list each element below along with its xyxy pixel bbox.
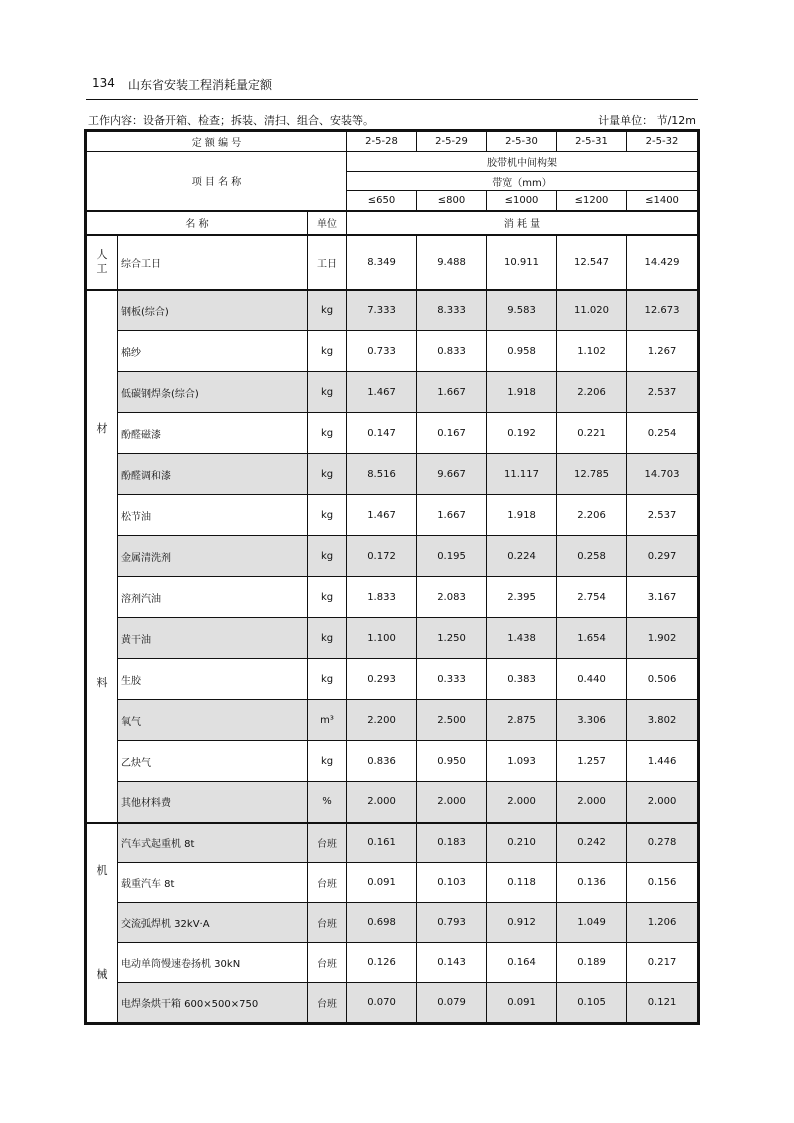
consumption-value: 11.117: [487, 454, 557, 495]
consumption-value: 1.654: [557, 618, 627, 659]
consumption-value: 7.333: [347, 290, 417, 331]
consumption-value: 2.000: [487, 782, 557, 823]
resource-unit: kg: [308, 372, 347, 413]
resource-unit: kg: [308, 741, 347, 782]
consumption-value: 12.547: [557, 235, 627, 290]
table-row: [87, 943, 698, 983]
consumption-value: 0.224: [487, 536, 557, 577]
resource-name: 氧气: [118, 700, 308, 741]
table-row: [87, 903, 698, 943]
page-number: 134: [92, 76, 115, 90]
resource-unit: %: [308, 782, 347, 823]
consumption-value: 0.297: [627, 536, 698, 577]
book-title: 山东省安装工程消耗量定额: [128, 78, 273, 92]
resource-name: 棉纱: [118, 331, 308, 372]
consumption-value: 0.506: [627, 659, 698, 700]
consumption-value: 0.091: [347, 863, 417, 903]
category-label: 材: [96, 422, 108, 436]
consumption-value: 1.102: [557, 331, 627, 372]
table-row: [87, 823, 698, 863]
resource-name: 乙炔气: [118, 741, 308, 782]
consumption-value: 2.206: [557, 372, 627, 413]
consumption-value: 0.254: [627, 413, 698, 454]
resource-name: 酚醛磁漆: [118, 413, 308, 454]
consumption-value: 2.537: [627, 495, 698, 536]
consumption-value: 0.192: [487, 413, 557, 454]
code-cell: 2-5-31: [557, 132, 627, 152]
consumption-value: 0.836: [347, 741, 417, 782]
consumption-value: 8.349: [347, 235, 417, 290]
consumption-value: 8.333: [417, 290, 487, 331]
page-header: [86, 72, 698, 100]
resource-unit: 台班: [308, 943, 347, 983]
consumption-value: 0.793: [417, 903, 487, 943]
consumption-value: 1.667: [417, 372, 487, 413]
consumption-value: 0.440: [557, 659, 627, 700]
consumption-value: 2.500: [417, 700, 487, 741]
code-cell: 2-5-28: [347, 132, 417, 152]
consumption-value: 1.250: [417, 618, 487, 659]
table-row: [87, 863, 698, 903]
resource-name: 松节油: [118, 495, 308, 536]
resource-unit: 台班: [308, 983, 347, 1023]
table-row: [87, 413, 698, 454]
table-row: [87, 536, 698, 577]
resource-name: 其他材料费: [118, 782, 308, 823]
table-row: [87, 331, 698, 372]
consumption-value: 2.395: [487, 577, 557, 618]
consumption-value: 0.103: [417, 863, 487, 903]
consumption-value: 0.161: [347, 823, 417, 863]
consumption-value: 0.293: [347, 659, 417, 700]
code-cell: 2-5-29: [417, 132, 487, 152]
consumption-value: 1.902: [627, 618, 698, 659]
resource-unit: kg: [308, 290, 347, 331]
consumption-value: 0.383: [487, 659, 557, 700]
resource-name: 电动单筒慢速卷扬机 30kN: [118, 943, 308, 983]
consumption-value: 3.306: [557, 700, 627, 741]
consumption-value: 1.049: [557, 903, 627, 943]
consumption-value: 2.083: [417, 577, 487, 618]
consumption-value: 0.143: [417, 943, 487, 983]
consumption-value: 1.446: [627, 741, 698, 782]
work-content: 工作内容：设备开箱、检查；拆装、清扫、组合、安装等。: [88, 114, 374, 127]
consumption-value: 1.093: [487, 741, 557, 782]
resource-unit: kg: [308, 331, 347, 372]
width-label: 带宽（mm）: [347, 172, 698, 191]
consumption-value: 2.000: [417, 782, 487, 823]
column-consumption-header: 消 耗 量: [347, 211, 698, 235]
consumption-value: 9.583: [487, 290, 557, 331]
consumption-value: 1.100: [347, 618, 417, 659]
consumption-value: 0.221: [557, 413, 627, 454]
consumption-value: 0.172: [347, 536, 417, 577]
code-cell: 2-5-30: [487, 132, 557, 152]
resource-name: 电焊条烘干箱 600×500×750: [118, 983, 308, 1023]
resource-name: 交流弧焊机 32kV·A: [118, 903, 308, 943]
consumption-value: 1.833: [347, 577, 417, 618]
category-label: 械: [96, 967, 108, 981]
consumption-value: 0.118: [487, 863, 557, 903]
consumption-value: 0.958: [487, 331, 557, 372]
consumption-value: 0.105: [557, 983, 627, 1023]
consumption-value: 0.833: [417, 331, 487, 372]
consumption-value: 2.537: [627, 372, 698, 413]
consumption-value: 0.126: [347, 943, 417, 983]
consumption-value: 0.217: [627, 943, 698, 983]
resource-unit: kg: [308, 536, 347, 577]
width-cell: ≤650: [347, 191, 417, 211]
item-name: 胶带机中间构架: [347, 152, 698, 172]
table-row: [87, 618, 698, 659]
width-cell: ≤1200: [557, 191, 627, 211]
category-label: 机: [96, 863, 108, 877]
table-row: [87, 741, 698, 782]
quota-table: [86, 131, 698, 1023]
resource-name: 黄干油: [118, 618, 308, 659]
consumption-value: 0.189: [557, 943, 627, 983]
consumption-value: 0.698: [347, 903, 417, 943]
consumption-value: 0.070: [347, 983, 417, 1023]
resource-unit: m³: [308, 700, 347, 741]
consumption-value: 1.438: [487, 618, 557, 659]
resource-name: 酚醛调和漆: [118, 454, 308, 495]
resource-unit: kg: [308, 413, 347, 454]
consumption-value: 14.429: [627, 235, 698, 290]
consumption-value: 0.121: [627, 983, 698, 1023]
category-cell: [87, 235, 118, 290]
consumption-value: 1.257: [557, 741, 627, 782]
table-row: [87, 495, 698, 536]
consumption-value: 2.200: [347, 700, 417, 741]
table-row: [87, 577, 698, 618]
consumption-value: 0.950: [417, 741, 487, 782]
resource-name: 溶剂汽油: [118, 577, 308, 618]
resource-name: 汽车式起重机 8t: [118, 823, 308, 863]
table-row: [87, 983, 698, 1023]
consumption-value: 1.267: [627, 331, 698, 372]
code-cell: 2-5-32: [627, 132, 698, 152]
consumption-value: 3.167: [627, 577, 698, 618]
consumption-value: 0.733: [347, 331, 417, 372]
consumption-value: 2.000: [557, 782, 627, 823]
resource-unit: kg: [308, 577, 347, 618]
width-cell: ≤800: [417, 191, 487, 211]
table-row: [87, 372, 698, 413]
consumption-value: 0.242: [557, 823, 627, 863]
consumption-value: 1.667: [417, 495, 487, 536]
item-label: 项 目 名 称: [87, 152, 347, 211]
category-label: 人工: [96, 248, 108, 275]
consumption-value: 0.195: [417, 536, 487, 577]
resource-name: 钢板(综合): [118, 290, 308, 331]
consumption-value: 12.785: [557, 454, 627, 495]
resource-name: 生胶: [118, 659, 308, 700]
table-row: [87, 235, 698, 290]
consumption-value: 0.912: [487, 903, 557, 943]
consumption-value: 14.703: [627, 454, 698, 495]
resource-unit: 工日: [308, 235, 347, 290]
consumption-value: 2.206: [557, 495, 627, 536]
consumption-value: 2.754: [557, 577, 627, 618]
resource-unit: kg: [308, 495, 347, 536]
consumption-value: 0.333: [417, 659, 487, 700]
resource-unit: kg: [308, 659, 347, 700]
table-row: [87, 454, 698, 495]
consumption-value: 10.911: [487, 235, 557, 290]
consumption-value: 0.164: [487, 943, 557, 983]
consumption-value: 1.918: [487, 372, 557, 413]
resource-unit: 台班: [308, 903, 347, 943]
resource-unit: 台班: [308, 823, 347, 863]
column-name-header: 名 称: [87, 211, 308, 235]
consumption-value: 0.091: [487, 983, 557, 1023]
consumption-value: 0.278: [627, 823, 698, 863]
category-label: 料: [96, 675, 108, 689]
consumption-value: 9.667: [417, 454, 487, 495]
resource-name: 低碳钢焊条(综合): [118, 372, 308, 413]
resource-unit: kg: [308, 454, 347, 495]
consumption-value: 1.206: [627, 903, 698, 943]
consumption-value: 1.467: [347, 372, 417, 413]
consumption-value: 0.079: [417, 983, 487, 1023]
consumption-value: 8.516: [347, 454, 417, 495]
header-rule: [86, 99, 698, 100]
consumption-value: 12.673: [627, 290, 698, 331]
table-row: [87, 700, 698, 741]
measure-unit: 计量单位： 节/12m: [598, 114, 696, 127]
resource-name: 载重汽车 8t: [118, 863, 308, 903]
table-row: [87, 659, 698, 700]
code-label: 定 额 编 号: [87, 132, 347, 152]
consumption-value: 11.020: [557, 290, 627, 331]
consumption-value: 1.918: [487, 495, 557, 536]
consumption-value: 2.000: [347, 782, 417, 823]
table-row: [87, 782, 698, 823]
consumption-value: 0.183: [417, 823, 487, 863]
consumption-value: 0.136: [557, 863, 627, 903]
consumption-value: 9.488: [417, 235, 487, 290]
consumption-value: 0.167: [417, 413, 487, 454]
resource-name: 金属清洗剂: [118, 536, 308, 577]
category-cell: [87, 290, 118, 823]
consumption-value: 1.467: [347, 495, 417, 536]
consumption-value: 0.210: [487, 823, 557, 863]
width-cell: ≤1000: [487, 191, 557, 211]
consumption-value: 2.875: [487, 700, 557, 741]
consumption-value: 0.147: [347, 413, 417, 454]
consumption-value: 3.802: [627, 700, 698, 741]
consumption-value: 0.258: [557, 536, 627, 577]
consumption-value: 0.156: [627, 863, 698, 903]
table-row: [87, 290, 698, 331]
column-unit-header: 单位: [308, 211, 347, 235]
resource-name: 综合工日: [118, 235, 308, 290]
resource-unit: 台班: [308, 863, 347, 903]
width-cell: ≤1400: [627, 191, 698, 211]
category-cell: [87, 823, 118, 1023]
consumption-value: 2.000: [627, 782, 698, 823]
resource-unit: kg: [308, 618, 347, 659]
